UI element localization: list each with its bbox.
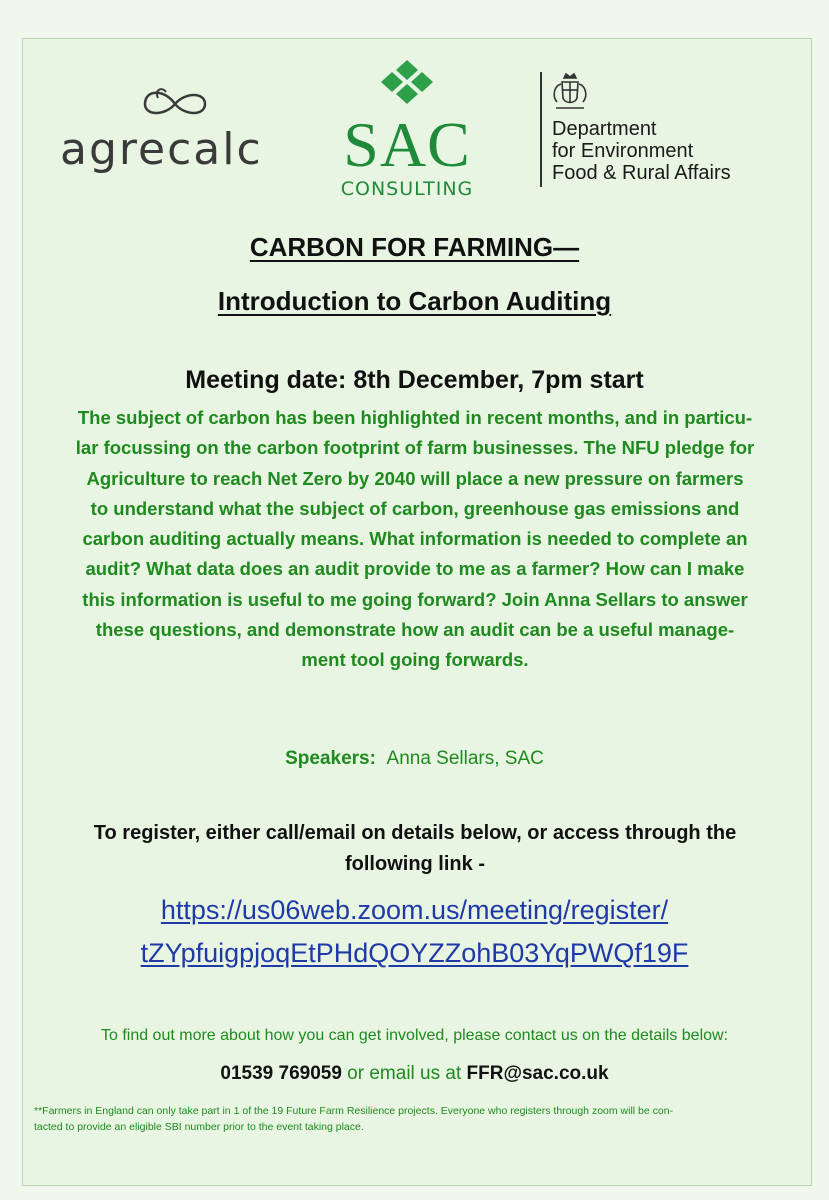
agrecalc-logo <box>60 84 290 184</box>
title-line-2: Introduction to Carbon Auditing <box>217 286 612 316</box>
defra-line-2: for Environment <box>552 140 694 162</box>
defra-logo <box>540 72 780 192</box>
infinity-leaf-icon <box>130 84 220 124</box>
description-line: lar focussing on the carbon footprint of farm businesses. The NFU pledge for <box>75 437 755 459</box>
footnote-line-2: tacted to provide an eligible SBI number prior to the event taking place. <box>34 1121 364 1133</box>
register-link-line-2[interactable]: tZYpfuigpjoqEtPHdQOYZZohB03YqPWQf19F <box>140 938 689 968</box>
footnote <box>34 1103 794 1135</box>
sac-wordmark: SAC <box>343 109 471 180</box>
contact-details <box>0 1063 829 1085</box>
meeting-date: Meeting date: 8th December, 7pm start <box>185 366 644 394</box>
description-line: The subject of carbon has been highlighted in recent months, and in particu- <box>77 407 753 428</box>
sac-diamond-icon <box>364 60 450 112</box>
sac-consulting-label: CONSULTING <box>340 178 474 200</box>
email-address[interactable]: FFR@sac.co.uk <box>466 1063 609 1084</box>
description-line: to understand what the subject of carbon, greenhouse gas emissions and <box>90 497 740 519</box>
description <box>40 403 790 676</box>
title-line-1: CARBON FOR FARMING— <box>249 232 580 262</box>
phone-number[interactable]: 01539 769059 <box>220 1063 342 1084</box>
description-line: this information is useful to me going forward? Join Anna Sellars to answer <box>82 588 748 610</box>
register-instructions <box>30 818 800 880</box>
register-link-line-1[interactable]: https://us06web.zoom.us/meeting/register/ <box>160 895 669 925</box>
description-line: audit? What data does an audit provide to me as a farmer? How can I make <box>85 558 745 580</box>
defra-divider <box>540 72 542 187</box>
email-connector: or email us at <box>341 1063 467 1084</box>
register-line-2: following link - <box>345 853 485 875</box>
speakers-label: Speakers: <box>285 748 376 769</box>
sac-consulting-logo <box>332 58 482 203</box>
description-line: these questions, and demonstrate how an audit can be a useful manage- <box>95 619 735 641</box>
footnote-line-1: **Farmers in England can only take part in 1 of the 19 Future Farm Resilience projects. Everyone who registers through zoom will be con- <box>34 1105 674 1117</box>
register-line-1: To register, either call/email on details below, or access through the <box>93 822 737 844</box>
description-line: ment tool going forwards. <box>301 649 529 671</box>
speakers <box>0 748 829 770</box>
royal-crest-icon <box>548 72 592 114</box>
defra-line-3: Food & Rural Affairs <box>552 162 731 184</box>
speakers-value: Anna Sellars, SAC <box>386 748 544 769</box>
defra-line-1: Department <box>552 118 657 140</box>
description-line: Agriculture to reach Net Zero by 2040 will place a new pressure on farmers <box>86 467 744 489</box>
contact-text: To find out more about how you can get involved, please contact us on the details below: <box>100 1027 729 1044</box>
description-line: carbon auditing actually means. What information is needed to complete an <box>82 528 748 550</box>
agrecalc-wordmark: agrecalc <box>60 124 263 175</box>
